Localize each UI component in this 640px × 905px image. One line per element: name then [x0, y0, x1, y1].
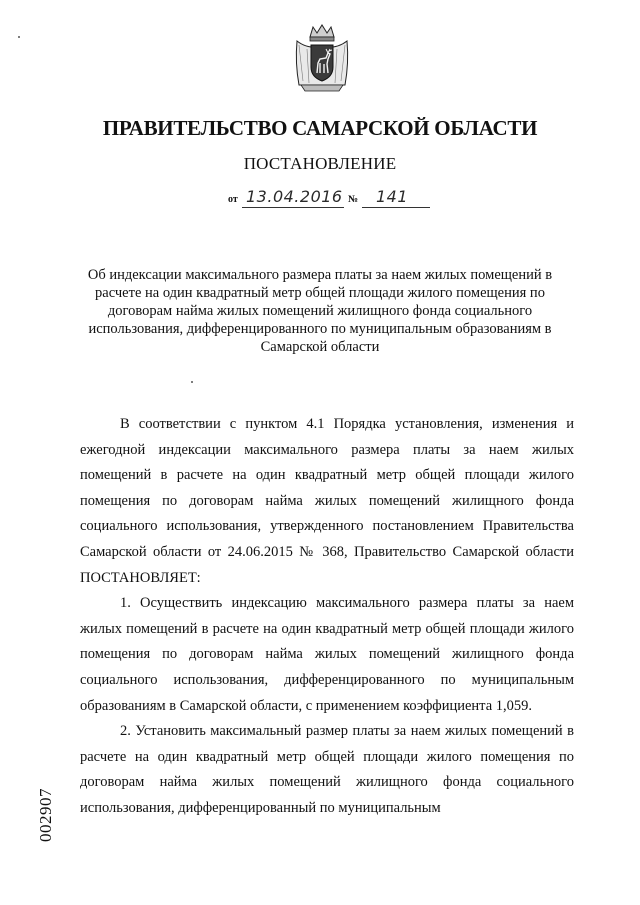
- date-underline: [242, 207, 344, 208]
- date-number-line: [228, 187, 448, 211]
- preamble-paragraph: В соответствии с пунктом 4.1 Порядка установления, изменения и ежегодной индексации максимального размера платы за наем жилых помещений в расчете на один квадратный метр общей площади жилого помещения по договорам найма жилых помещений жилищного фонда социального использования, утвержденного постановлением Правительства Самарской области от 24.06.2015 № 368, Правительство Самарской области ПОСТАНОВЛЯЕТ:: [80, 416, 574, 586]
- document-type: ПОСТАНОВЛЕНИЕ: [243, 154, 397, 173]
- document-subject: Об индексации максимального размера платы за наем жилых помещений в расчете на один квадратный метр общей площади жилого помещения по договорам найма жилых помещений жилищного фонда социального использования, дифференцированного по муниципальным образованиям в Самарской области: [87, 267, 553, 355]
- document-body: [80, 412, 574, 822]
- number-value: 141: [376, 187, 409, 206]
- date-value: 13.04.2016: [246, 187, 343, 206]
- samara-coat-of-arms-icon: [293, 23, 351, 97]
- clause-1-paragraph: 1. Осуществить индексацию максимального размера платы за наем жилых помещений в расчете на один квадратный метр общей площади жилого помещения по договорам найма жилых помещений жилищного фонда социального использования, дифференцированного по муниципальным образованиям в Самарской области, с применением коэффициента 1,059.: [80, 595, 574, 714]
- number-underline: [362, 207, 430, 208]
- organization-title: ПРАВИТЕЛЬСТВО САМАРСКОЙ ОБЛАСТИ: [102, 116, 538, 140]
- date-prefix: от: [228, 194, 238, 205]
- registration-number: 002907: [36, 788, 55, 842]
- scan-speck: [191, 381, 193, 383]
- registration-stamp: [36, 775, 56, 855]
- number-prefix: №: [348, 194, 359, 205]
- clause-2-paragraph: 2. Установить максимальный размер платы за наем жилых помещений в расчете на один квадратный метр общей площади жилого помещения по договорам найма жилых помещений жилищного фонда социального использования, дифференцированный по муниципальным: [80, 723, 574, 816]
- scan-speck: [18, 36, 20, 38]
